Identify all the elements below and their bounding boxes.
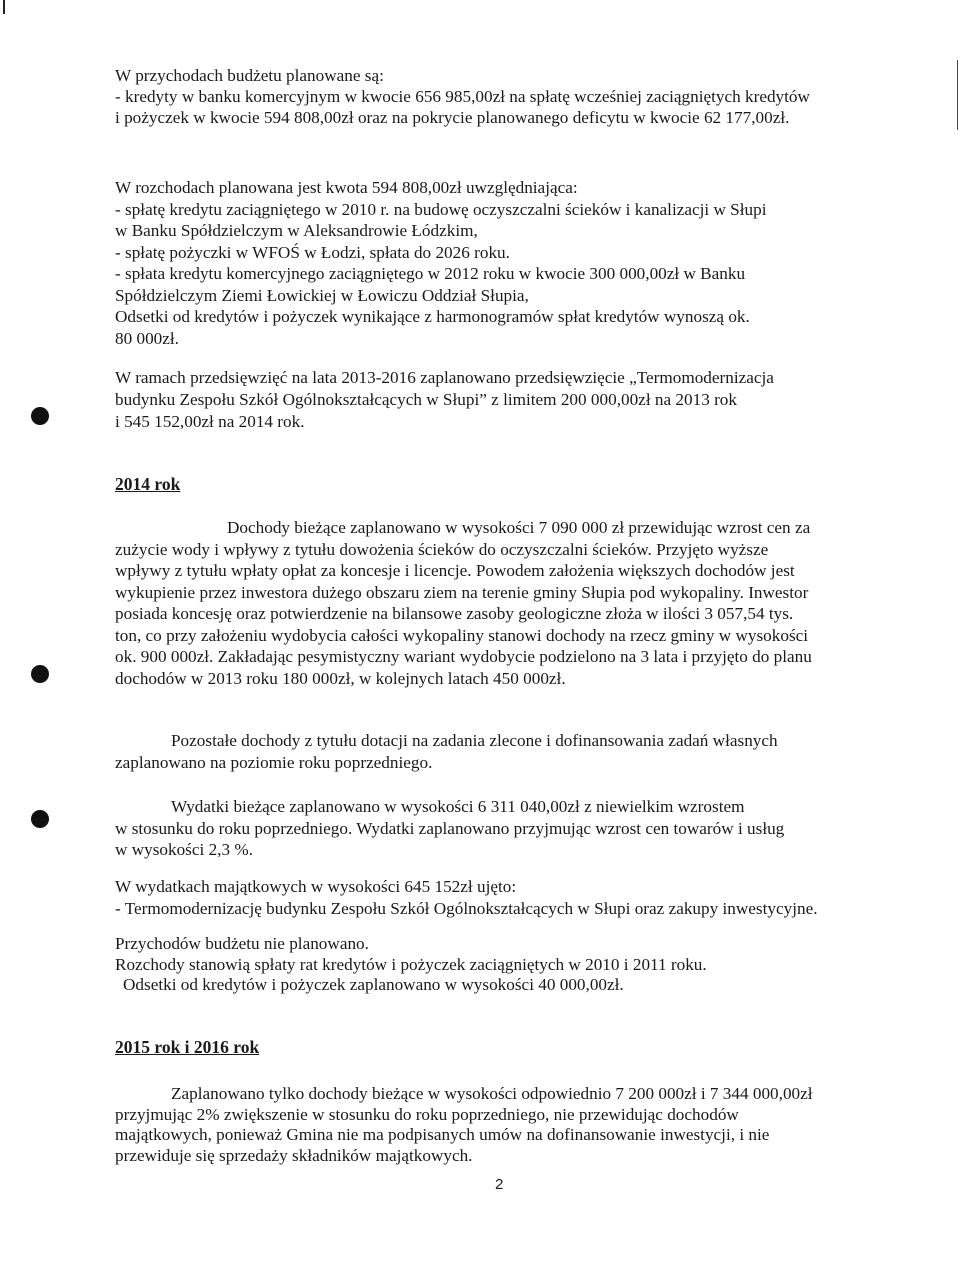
text-line: Przychodów budżetu nie planowano. <box>115 934 369 953</box>
section-heading-2015-2016: 2015 rok i 2016 rok <box>115 1037 260 1057</box>
text-line: i pożyczek w kwocie 594 808,00zł oraz na pokrycie planowanego deficytu w kwocie 62 177,00zł. <box>115 107 790 127</box>
paragraph-current-expenses <box>115 796 907 861</box>
text-line: Odsetki od kredytów i pożyczek zaplanowano w wysokości 40 000,00zł. <box>123 975 624 994</box>
text-line: zużycie wody i wpływy z tytułu dowożenia ścieków do oczyszczalni ścieków. Przyjęto wyższe <box>115 539 769 559</box>
text-line: posiada koncesję oraz potwierdzenie na bilansowe zasoby geologiczne złoża w ilości 3 057,54 tys. <box>115 604 794 623</box>
paragraph-2015-2016 <box>115 1084 907 1166</box>
text-line: przyjmując 2% zwiększenie w stosunku do roku poprzedniego, nie przewidując dochodów <box>115 1104 739 1124</box>
paragraph-expenditures <box>115 177 907 349</box>
page-number: 2 <box>495 1176 504 1193</box>
text-line: dochodów w 2013 roku 180 000zł, w kolejnych latach 450 000zł. <box>115 668 566 688</box>
text-line: zaplanowano na poziomie roku poprzedniego. <box>115 752 433 772</box>
text-line: - spłata kredytu komercyjnego zaciągniętego w 2012 roku w kwocie 300 000,00zł w Banku <box>115 264 746 283</box>
text-line: i 545 152,00zł na 2014 rok. <box>115 412 305 431</box>
text-line: w stosunku do roku poprzedniego. Wydatki zaplanowano przyjmując wzrost cen towarów i usług <box>115 818 785 838</box>
text-line: - spłatę kredytu zaciągniętego w 2010 r. na budowę oczyszczalni ścieków i kanalizacji w Słupi <box>115 199 767 219</box>
paragraph-capital-expenses <box>115 876 907 920</box>
text-line: wykupienie przez inwestora dużego obszaru ziem na terenie gminy Słupia pod wykopaliny. Inwestor <box>115 582 809 602</box>
text-line: W przychodach budżetu planowane są: <box>115 66 384 85</box>
scan-edge-mark-right <box>957 60 958 130</box>
scan-edge-mark <box>3 0 5 14</box>
paragraph-projects <box>115 367 907 433</box>
text-line: wpływy z tytułu wpłaty opłat za koncesje i licencje. Powodem założenia większych dochodów jest <box>115 561 795 580</box>
text-line: Zaplanowano tylko dochody bieżące w wysokości odpowiednio 7 200 000zł i 7 344 000,00zł <box>171 1084 813 1103</box>
text-line: w wysokości 2,3 %. <box>115 840 253 859</box>
text-line: budynku Zespołu Szkół Ogólnokształcących w Słupi” z limitem 200 000,00zł na 2013 rok <box>115 390 737 409</box>
text-line: - kredyty w banku komercyjnym w kwocie 656 985,00zł na spłatę wcześniej zaciągniętych kredytów <box>115 86 810 106</box>
punch-hole-mark <box>31 407 49 425</box>
punch-hole-mark <box>31 810 49 828</box>
text-line: - spłatę pożyczki w WFOŚ w Łodzi, spłata do 2026 roku. <box>115 242 510 262</box>
text-line: Odsetki od kredytów i pożyczek wynikające z harmonogramów spłat kredytów wynoszą ok. <box>115 307 750 326</box>
text-line: W wydatkach majątkowych w wysokości 645 152zł ujęto: <box>115 877 517 896</box>
paragraph-current-revenues <box>115 517 907 689</box>
text-line: Dochody bieżące zaplanowano w wysokości 7 090 000 zł przewidując wzrost cen za <box>227 518 811 537</box>
text-line: ok. 900 000zł. Zakładając pesymistyczny wariant wydobycie podzielono na 3 lata i przyjęto do planu <box>115 647 812 666</box>
paragraph-other-revenues <box>115 730 907 773</box>
text-line: ton, co przy założeniu wydobycia całości wykopaliny stanowi dochody na rzecz gminy w wysokości <box>115 625 809 645</box>
text-line: 80 000zł. <box>115 328 179 348</box>
text-line: Rozchody stanowią spłaty rat kredytów i pożyczek zaciągniętych w 2010 i 2011 roku. <box>115 954 707 974</box>
text-line: Wydatki bieżące zaplanowano w wysokości 6 311 040,00zł z niewielkim wzrostem <box>171 797 745 816</box>
text-line: majątkowych, ponieważ Gmina nie ma podpisanych umów na dofinansowanie inwestycji, i nie <box>115 1125 770 1144</box>
text-line: przewiduje się sprzedaży składników majątkowych. <box>115 1145 473 1165</box>
paragraph-revenues <box>115 66 907 128</box>
text-line: W rozchodach planowana jest kwota 594 808,00zł uwzględniająca: <box>115 178 578 197</box>
text-line: W ramach przedsięwzięć na lata 2013-2016 zaplanowano przedsięwzięcie „Termomodernizacja <box>115 368 774 387</box>
text-line: Spółdzielczym Ziemi Łowickiej w Łowiczu Oddział Słupia, <box>115 285 529 305</box>
text-line: - Termomodernizację budynku Zespołu Szkół Ogólnokształcących w Słupi oraz zakupy inwestycyjne. <box>115 899 818 918</box>
paragraph-financing <box>115 934 907 996</box>
text-line: w Banku Spółdzielczym w Aleksandrowie Łódzkim, <box>115 221 478 240</box>
punch-hole-mark <box>31 665 49 683</box>
section-heading-2014: 2014 rok <box>115 474 181 494</box>
text-line: Pozostałe dochody z tytułu dotacji na zadania zlecone i dofinansowania zadań własnych <box>171 731 778 750</box>
